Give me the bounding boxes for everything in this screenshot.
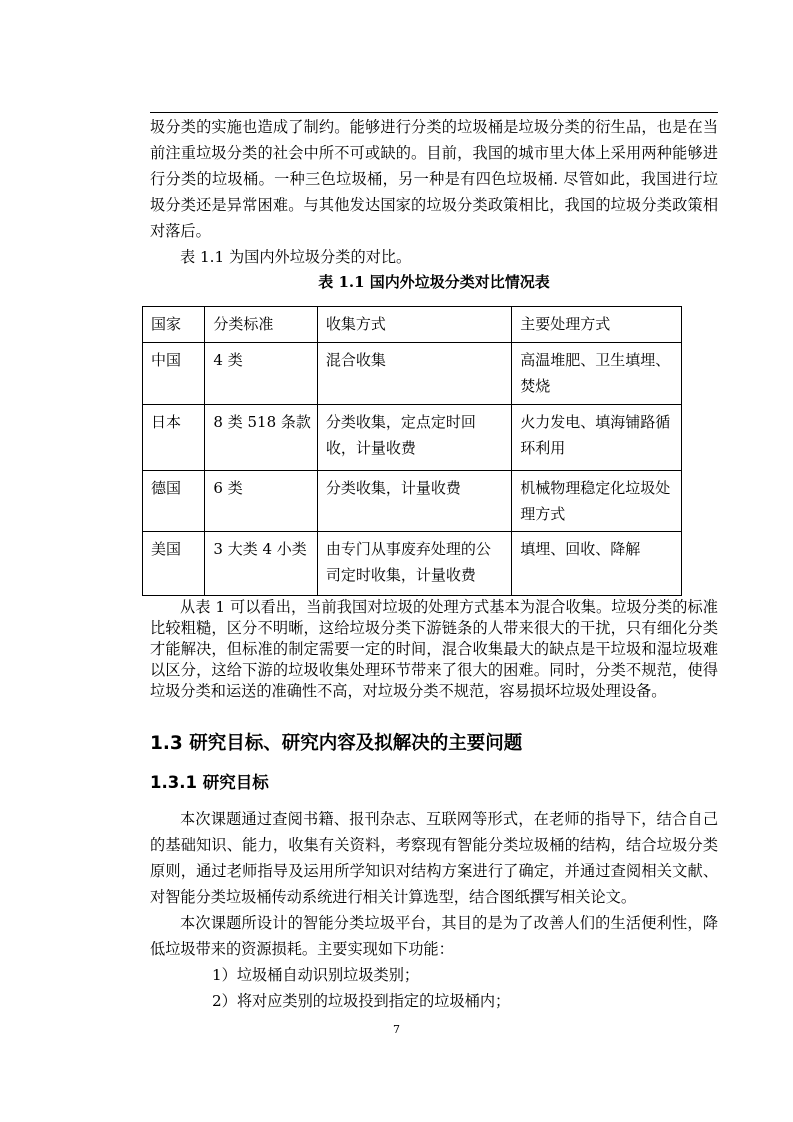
table-caption: 表 1.1 国内外垃圾分类对比情况表 — [318, 273, 550, 291]
page-number: 7 — [393, 1023, 400, 1036]
table-cell: 高温堆肥、卫生填埋、焚烧 — [512, 343, 682, 405]
table-row — [143, 471, 682, 532]
table-cell: 日本 — [143, 405, 205, 471]
comparison-table — [142, 306, 682, 596]
list-item: 2）将对应类别的垃圾投到指定的垃圾桶内； — [212, 992, 511, 1010]
table-cell: 填埋、回收、降解 — [512, 532, 682, 596]
table-cell: 8 类 518 条款 — [205, 405, 317, 471]
paragraph-2: 表 1.1 为国内外垃圾分类的对比。 — [180, 248, 412, 266]
paragraph-5: 本次课题所设计的智能分类垃圾平台，其目的是为了改善人们的生活便利性，降低垃圾带来的资源损耗。主要实现如下功能： — [150, 914, 718, 958]
table-cell: 分类收集，定点定时回收，计量收费 — [317, 405, 511, 471]
table-cell: 由专门从事废弃处理的公司定时收集，计量收费 — [317, 532, 511, 596]
subsection-heading: 1.3.1 研究目标 — [150, 773, 269, 792]
table-header-row — [143, 307, 682, 343]
section-heading: 1.3 研究目标、研究内容及拟解决的主要问题 — [150, 733, 523, 754]
paragraph-4: 本次课题通过查阅书籍、报刊杂志、互联网等形式，在老师的指导下，结合自己的基础知识、能力，收集有关资料，考察现有智能分类垃圾桶的结构，结合垃圾分类原则，通过老师指导及运用所学知识对结构方案进行了确定，并通过查阅相关文献、对智能分类垃圾桶传动系统进行相关计算选型，结合图纸撰写相关论文。 — [150, 810, 718, 906]
table-cell: 混合收集 — [317, 343, 511, 405]
table-header-cell: 分类标准 — [205, 307, 317, 343]
list-item: 1）垃圾桶自动识别垃圾类别； — [212, 966, 420, 984]
table-cell: 德国 — [143, 471, 205, 532]
paragraph-1: 圾分类的实施也造成了制约。能够进行分类的垃圾桶是垃圾分类的衍生品，也是在当前注重垃圾分类的社会中所不可或缺的。目前，我国的城市里大体上采用两种能够进行分类的垃圾桶。一种三色垃圾桶，另一种是有四色垃圾桶. 尽管如此，我国进行垃圾分类还是异常困难。与其他发达国家的垃圾分类政策相比，我国的垃圾分类政策相对落后。 — [150, 118, 718, 240]
table-cell: 6 类 — [205, 471, 317, 532]
table-cell: 4 类 — [205, 343, 317, 405]
header-rule — [150, 112, 718, 113]
table-header-cell: 主要处理方式 — [512, 307, 682, 343]
table-row — [143, 343, 682, 405]
table-cell: 分类收集，计量收费 — [317, 471, 511, 532]
table-header-cell: 收集方式 — [317, 307, 511, 343]
table-row — [143, 532, 682, 596]
table-cell: 火力发电、填海铺路循环利用 — [512, 405, 682, 471]
table-cell: 美国 — [143, 532, 205, 596]
table-cell: 中国 — [143, 343, 205, 405]
table-header-cell: 国家 — [143, 307, 205, 343]
table-cell: 3 大类 4 小类 — [205, 532, 317, 596]
paragraph-3: 从表 1 可以看出，当前我国对垃圾的处理方式基本为混合收集。垃圾分类的标准比较粗糙，区分不明晰，这给垃圾分类下游链条的人带来很大的干扰，只有细化分类才能解决，但标准的制定需要一定的时间，混合收集最大的缺点是干垃圾和湿垃圾难以区分，这给下游的垃圾收集处理环节带来了很大的困难。同时，分类不规范，使得垃圾分类和运送的准确性不高，对垃圾分类不规范，容易损坏垃圾处理设备。 — [150, 598, 718, 700]
table-cell: 机械物理稳定化垃圾处理方式 — [512, 471, 682, 532]
table-row — [143, 405, 682, 471]
